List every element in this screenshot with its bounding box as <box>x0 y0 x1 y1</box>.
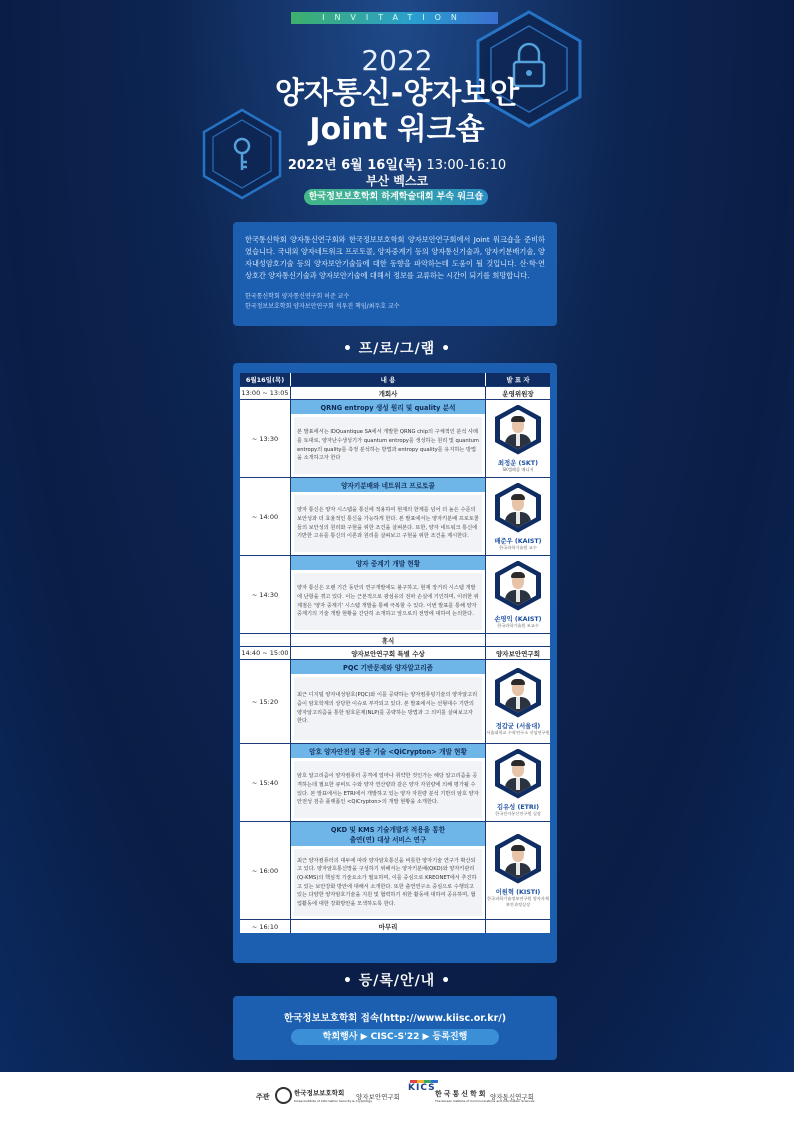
speaker-affiliation: 한국과학기술정보연구원 양자자체보안과정실장 <box>486 895 549 907</box>
intro-signature <box>245 292 545 312</box>
speaker-photo <box>495 834 541 884</box>
table-row <box>240 478 550 556</box>
table-row <box>240 647 550 660</box>
session-block <box>291 400 486 477</box>
session-title: PQC 기반문제와 양자알고리즘 <box>291 660 485 674</box>
registration-title: • 등/록/안/내 • <box>342 973 452 989</box>
speaker-block <box>486 660 550 743</box>
event-place: 부산 벡스코 <box>365 174 429 188</box>
session-title: QRNG entropy 생성 원리 및 quality 분석 <box>291 400 485 414</box>
event-date <box>0 154 794 173</box>
row-time: ~ 15:40 <box>240 744 291 821</box>
speaker-affiliation: 한국과학기술원 교수 <box>499 544 537 550</box>
session-desc: 양자 통신은 양자 시스템을 통신에 적용하여 현재의 한계를 넘어 더 높은 수준의 보안성과 더 효율적인 통신을 가능하게 한다. 본 발표에서는 양자키분배 프로토콜들의 보안성의 원리와 구현을 위한 조건을 살펴본다. 또한, 양자 네트워크 통신에 기반한 고유를 통신의 이론과 원리를 살펴보고 구현을 위한 조건을 제시한다. <box>294 495 482 552</box>
session-block <box>291 822 486 919</box>
table-row <box>240 660 550 744</box>
row-content: 개회사 <box>291 387 486 399</box>
kiisc-group: 양자보안연구회 <box>356 1093 400 1101</box>
session-block <box>291 660 486 743</box>
host-label: 주관 <box>256 1093 270 1101</box>
row-speaker: 운영위원장 <box>502 389 534 398</box>
speaker-affiliation: SK텔레콤 매니저 <box>502 466 534 472</box>
session-title: 암호 양자안전성 검증 기술 <QiCrypton> 개발 현황 <box>291 744 485 758</box>
table-row <box>240 744 550 822</box>
table-row <box>240 400 550 478</box>
title-line1: 양자통신-양자보안 <box>274 76 520 111</box>
table-row <box>240 556 550 634</box>
speaker-photo <box>495 483 541 533</box>
session-title-line1: QKD 및 KMS 기술개발과 적용을 통한 <box>330 826 446 834</box>
speaker-affiliation: 서울대학교 수학연구소 선임연구원 <box>486 729 550 735</box>
registration-link[interactable]: 한국정보보호학회 접속(http://www.kiisc.or.kr/) <box>283 1013 507 1024</box>
table-row <box>240 920 550 933</box>
kics-group: 양자통신연구회 <box>490 1093 534 1101</box>
session-desc: 본 발표에서는 IDQuantique SA에서 개발한 QRNG chip의 구체적인 분석 사례를 토대로, 양자난수생성기가 quantum entropy를 생성하는 원리 및 quantum entropy의 quality를 측정 분석하는 방법과 entropy quality를 유지하는 방법을 소개하고자 한다 <box>294 417 482 474</box>
intro-text: 한국통신학회 양자통신연구회와 한국정보보호학회 양자보안연구회에서 Joint 워크숍을 준비하였습니다. 국내외 양자네트워크 프로토콜, 양자중계기 등의 양자통신기술과, 양자키분배기술, 양자내성암호기술 등의 양자보안기술들에 대한 동향을 파악하는데 도움이 될 것입니다. 산·학·연 상호간 양자통신기술과 양자보안기술에 대해서 정보를 교류하는 시간이 되기를 희망합니다. <box>245 235 545 280</box>
row-time: 13:00 ~ 13:05 <box>240 387 291 399</box>
speaker-photo <box>495 405 541 455</box>
session-title: 양자 중계기 개발 현황 <box>291 556 485 570</box>
speaker-block <box>486 556 550 633</box>
session-block <box>291 744 486 821</box>
row-time: ~ 16:00 <box>240 822 291 919</box>
speaker-affiliation: 한국전자통신연구원 실장 <box>495 810 541 816</box>
session-desc: 최근 양자컴퓨터의 대두에 따라 양자암호통신을 비롯한 양자기술 연구가 확산되고 있다. 양자암호통신망을 구성하기 위해서는 양자키분배(QKD)와 양자키관리(Q-KMS)의 핵심적 기술요소가 필요하며, 이를 중심으로 KREONET에서 추진하고 있는 보안강화 방안에 대해서 소개한다. 또한 출연연구소 중심으로 수행되고 있는 다양한 양자암호기술을 지원 및 협력하기 위한 활동에 대하여 공유하며, 협업활동에 대한 강화방안을 모색하도록 한다. <box>294 849 482 916</box>
speaker-photo <box>495 561 541 611</box>
title-line2: Joint 워크숍 <box>309 112 485 147</box>
kiisc-logo-icon <box>275 1087 292 1104</box>
session-desc: 양자 통신은 오랜 기간 동안의 연구개발에도 불구하고, 현재 장거리 시스템 개발에 난항을 겪고 있다. 이는 근본적으로 광섬유의 전파 손실에 기인하며, 이러한 위계점은 '양자 중계기' 시스템 개발을 통해 극복할 수 있다. 이번 발표를 통해 양자 중계기의 기술 개발 현황을 간단히 소개하고 앞으로의 전망에 대하여 논의한다. <box>294 573 482 630</box>
speaker-name: 배준우 (KAIST) <box>494 537 542 545</box>
speaker-block <box>486 822 550 919</box>
table-row <box>240 634 550 647</box>
session-block <box>291 478 486 555</box>
kiisc-name: 한국정보보호학회 Korea Institute of Information Security & Cryptology <box>294 1089 372 1103</box>
session-desc: 암호 알고리즘이 양자컴퓨터 공격에 얼마나 취약한 것인가는 해당 알고리즘을 공격하는데 필요한 큐비트 수와 양자 연산량과 같은 양자 자원량에 의해 평가될 수 있다. 본 발표에서는 ETRI에서 개발하고 있는 양자 자원량 분석 기반의 암호 양자안전성 검증 플랫폼인 <QiCrypton>의 개발 현황을 소개한다. <box>294 761 482 818</box>
row-time: ~ 15:20 <box>240 660 291 743</box>
event-subtitle-pill: 한국정보보호학회 하계학술대회 부속 워크숍 <box>304 189 488 205</box>
kics-name: 한국통신학회 The Korean Institute of Communications and Information Sciences <box>435 1090 535 1103</box>
program-box <box>233 363 557 963</box>
speaker-block <box>486 744 550 821</box>
row-content: 양자보안연구회 특별 수상 <box>291 647 486 659</box>
signature-line2: 한국정보보호학회 양자보안연구회 석우진 책임/최두호 교수 <box>245 303 400 310</box>
header-date: 6월16일(목) <box>240 373 291 386</box>
speaker-block <box>486 478 550 555</box>
table-row <box>240 822 550 920</box>
program-table <box>240 373 550 933</box>
speaker-block <box>486 400 550 477</box>
speaker-name: 이원혁 (KISTI) <box>495 888 541 896</box>
signature-line1: 한국통신학회 양자통신연구회 허준 교수 <box>245 293 350 300</box>
speaker-name: 최정운 (SKT) <box>498 459 538 467</box>
table-header <box>240 373 550 387</box>
session-title <box>291 822 485 846</box>
speaker-photo <box>495 749 541 799</box>
break-label: 휴식 <box>291 634 486 646</box>
kics-mark: KICS <box>408 1083 436 1093</box>
date-bold: 2022년 6월 16일(목) <box>287 158 423 173</box>
row-time: ~ 16:10 <box>240 920 291 933</box>
session-title-line2: 출연(연) 대상 서비스 연구 <box>349 836 427 844</box>
session-desc: 최근 디지털 양자내성암호(PQC)와 이를 공략하는 양자컴퓨팅기술의 양자알고리즘이 암호학계의 상당한 이슈로 부각되고 있다. 본 발표에서는 선형대수 기반의 양자알고리즘을 통한 암호문제(NLP)를 공략하는 방법과 그 의미를 살펴보고자 한다. <box>294 677 482 740</box>
speaker-name: 정갑균 (서울대) <box>495 722 541 730</box>
session-title: 양자키분배와 네트워크 프로토콜 <box>291 478 485 492</box>
row-time: 14:40 ~ 15:00 <box>240 647 291 659</box>
speaker-affiliation: 한국과학기술원 조교수 <box>497 622 539 628</box>
date-time: 13:00-16:10 <box>422 158 507 173</box>
header-content: 내 용 <box>291 373 486 386</box>
event-year: 2022 <box>361 44 433 77</box>
event-title <box>0 76 794 148</box>
footer <box>0 1072 794 1123</box>
table-row <box>240 387 550 400</box>
invitation-badge: INVITATION <box>291 12 498 24</box>
session-block <box>291 556 486 633</box>
row-time: ~ 14:00 <box>240 478 291 555</box>
registration-steps: 학회행사 ▶ CISC-S'22 ▶ 등록진행 <box>291 1029 499 1045</box>
speaker-photo <box>495 668 541 718</box>
intro-box <box>233 222 557 326</box>
header-speaker: 발 표 자 <box>506 376 530 384</box>
row-content: 마무리 <box>291 920 486 933</box>
row-speaker: 양자보안연구회 <box>496 649 540 658</box>
speaker-name: 김유성 (ETRI) <box>497 803 539 811</box>
speaker-name: 손영익 (KAIST) <box>494 615 542 623</box>
row-time: ~ 14:30 <box>240 556 291 633</box>
row-time: ~ 13:30 <box>240 400 291 477</box>
registration-box <box>233 996 557 1060</box>
program-title: • 프/로/그/램 • <box>342 341 452 357</box>
